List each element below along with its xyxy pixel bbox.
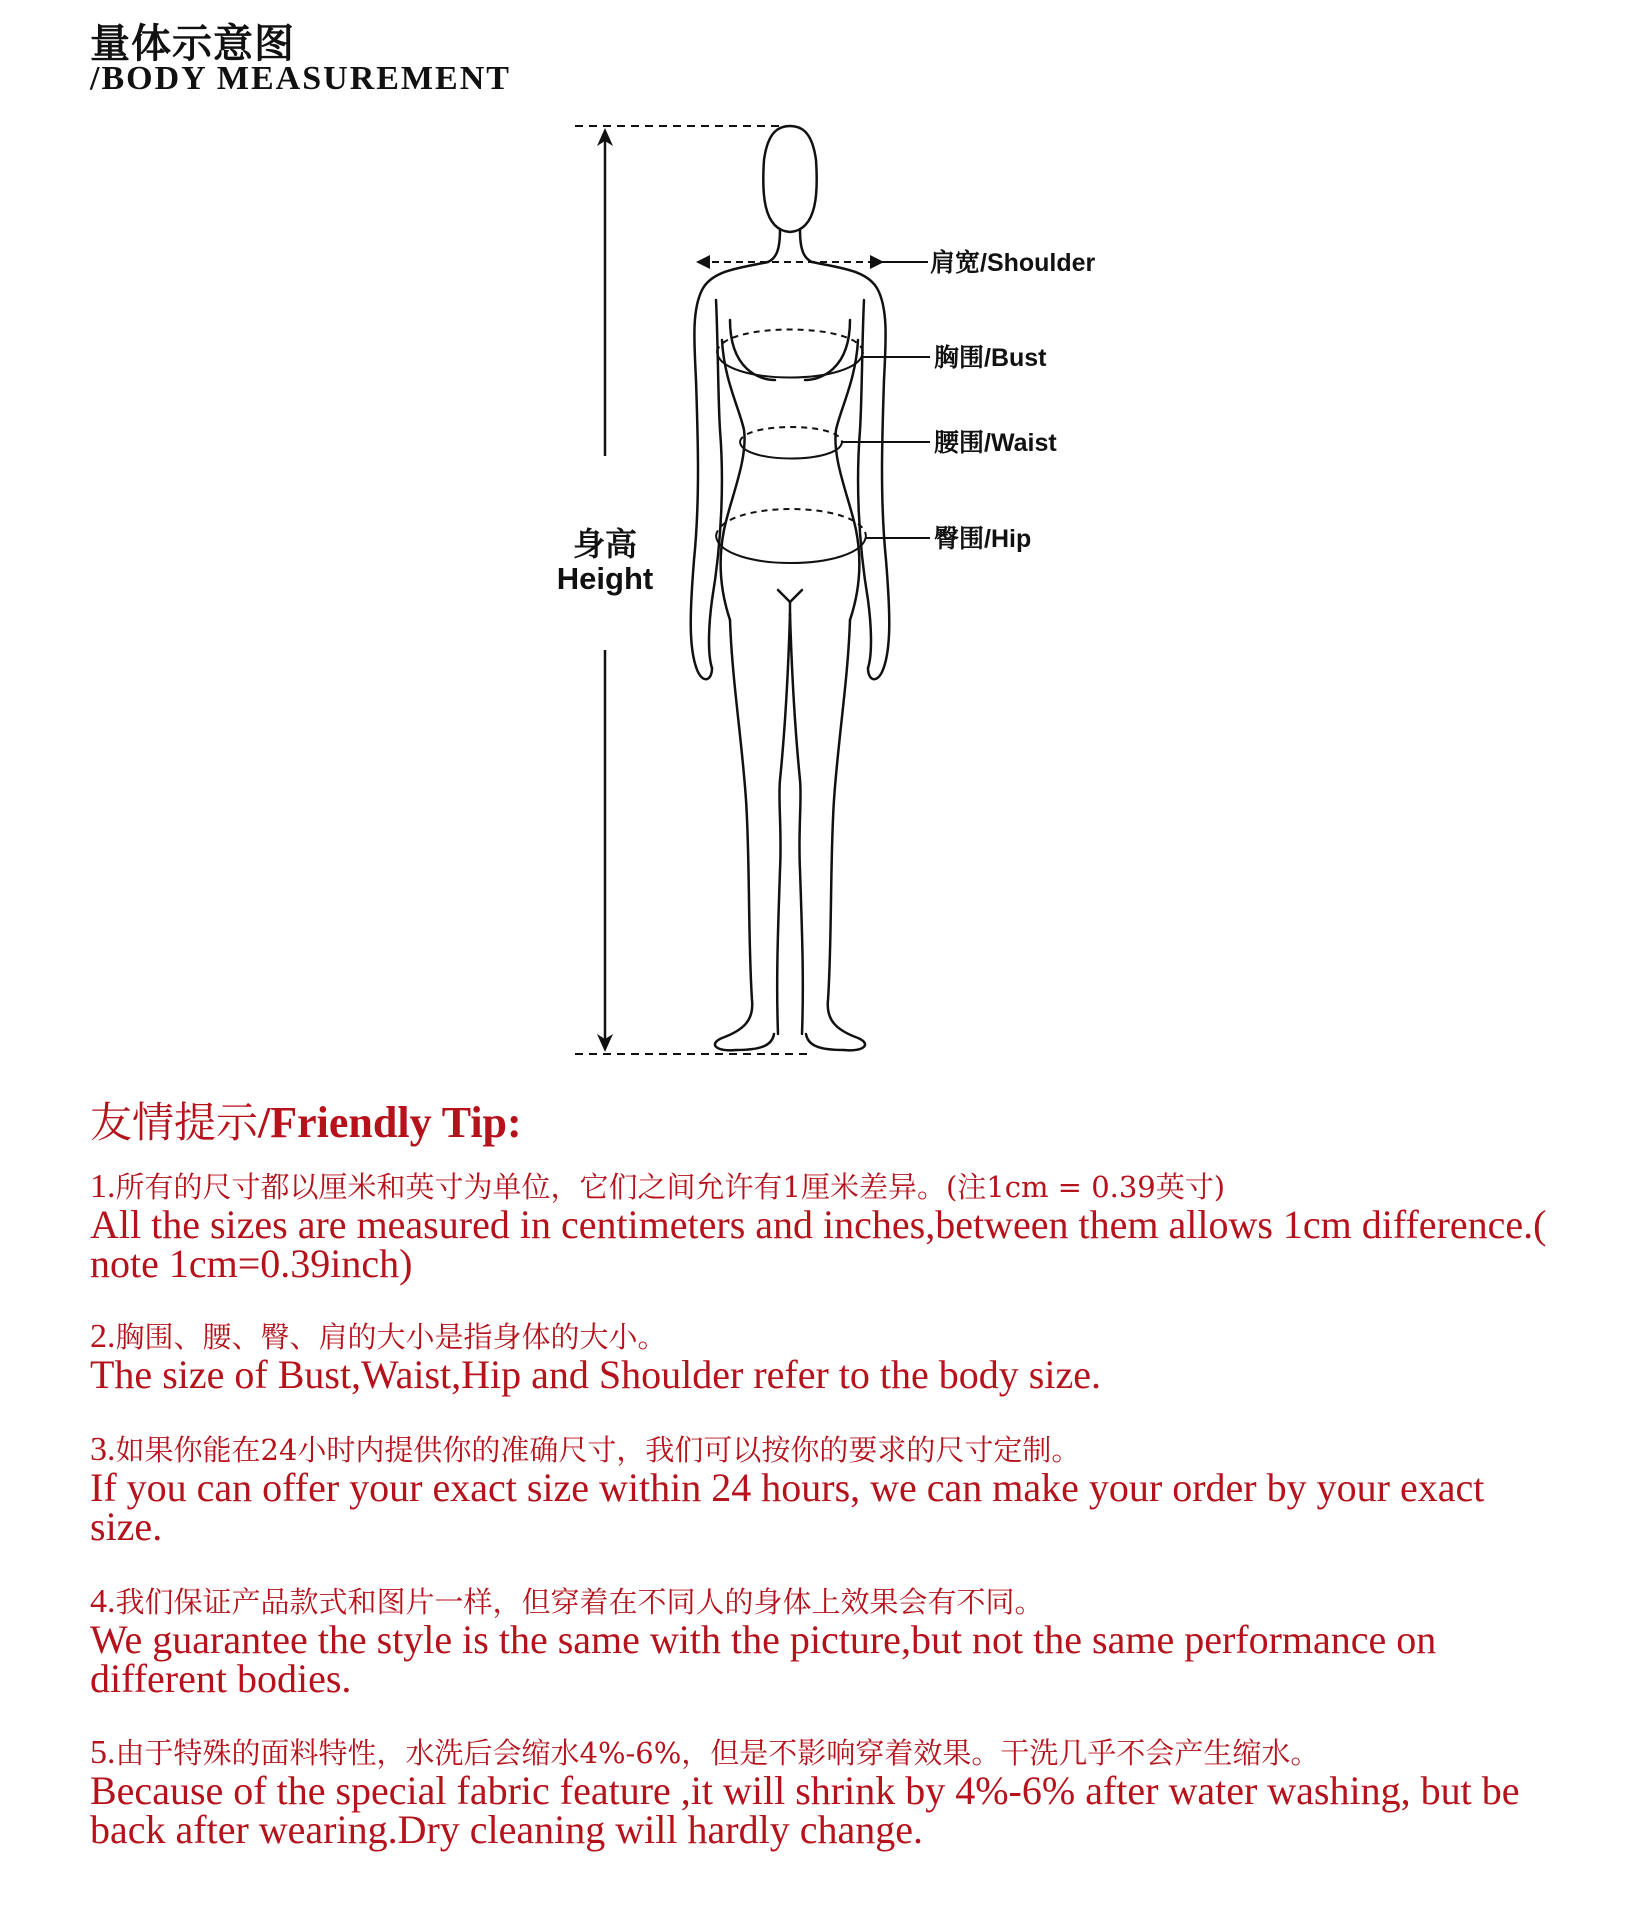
tip-zh xyxy=(90,1167,1560,1207)
page-title-zh: 量体示意图 xyxy=(90,21,295,67)
body-outline xyxy=(691,126,890,1050)
waist-ellipse xyxy=(740,427,842,459)
friendly-tip-heading-en: /Friendly Tip: xyxy=(258,1098,522,1147)
shoulder-label: 肩宽/Shoulder xyxy=(930,249,1096,277)
tip-en: Because of the special fabric feature ,it will shrink by 4%-6% after water washing, but be back after wearing.Dry cleaning will hardly change. xyxy=(90,1768,1520,1852)
tip-item-2 xyxy=(90,1317,1560,1397)
shoulder-arrow-right xyxy=(870,255,884,269)
bust-ellipse xyxy=(717,330,863,378)
tip-en: The size of Bust,Waist,Hip and Shoulder refer to the body size. xyxy=(90,1352,1101,1397)
friendly-tip-heading-zh: 友情提示 xyxy=(90,1098,259,1147)
tip-zh-text: 由于特殊的面料特性，水洗后会缩水4%-6%，但是不影响穿着效果。干洗几乎不会产生缩水。 xyxy=(115,1736,1320,1770)
shoulder-arrow-left xyxy=(696,255,710,269)
waist-label: 腰围/Waist xyxy=(934,429,1057,457)
tip-number: 3. xyxy=(90,1431,116,1468)
hip-ellipse xyxy=(716,509,866,563)
tip-zh xyxy=(90,1733,1560,1773)
tip-zh xyxy=(90,1582,1560,1622)
hip-label: 臀围/Hip xyxy=(934,525,1032,553)
tip-zh-text: 我们保证产品款式和图片一样，但穿着在不同人的身体上效果会有不同。 xyxy=(115,1585,1044,1619)
tip-item-5 xyxy=(90,1733,1560,1852)
tip-number: 1. xyxy=(90,1168,116,1205)
friendly-tip-heading xyxy=(90,1090,522,1150)
tip-zh-text: 如果你能在24小时内提供你的准确尺寸，我们可以按你的要求的尺寸定制。 xyxy=(115,1433,1081,1467)
height-label-en: Height xyxy=(556,561,654,596)
tip-number: 5. xyxy=(90,1734,116,1771)
tip-en: We guarantee the style is the same with the picture,but not the same performance on different bodies. xyxy=(90,1617,1437,1701)
height-label-zh: 身高 xyxy=(572,525,638,563)
tip-zh-text: 所有的尺寸都以厘米和英寸为单位，它们之间允许有1厘米差异。(注1cm = 0.39英寸) xyxy=(115,1170,1226,1204)
tip-item-3 xyxy=(90,1430,1560,1549)
page-title-en: /BODY MEASUREMENT xyxy=(90,60,511,97)
tip-zh-text: 胸围、腰、臀、肩的大小是指身体的大小。 xyxy=(115,1320,667,1354)
tip-zh xyxy=(90,1430,1560,1470)
tip-number: 4. xyxy=(90,1583,116,1620)
tip-item-1 xyxy=(90,1167,1560,1286)
tip-item-4 xyxy=(90,1582,1560,1701)
tip-en: If you can offer your exact size within 24 hours, we can make your order by your exact size. xyxy=(90,1465,1485,1549)
bust-label: 胸围/Bust xyxy=(934,344,1047,372)
tip-zh xyxy=(90,1317,1560,1357)
tip-en: All the sizes are measured in centimeters and inches,between them allows 1cm difference.( note 1cm=0.39inch) xyxy=(90,1202,1547,1286)
tip-number: 2. xyxy=(90,1318,116,1355)
